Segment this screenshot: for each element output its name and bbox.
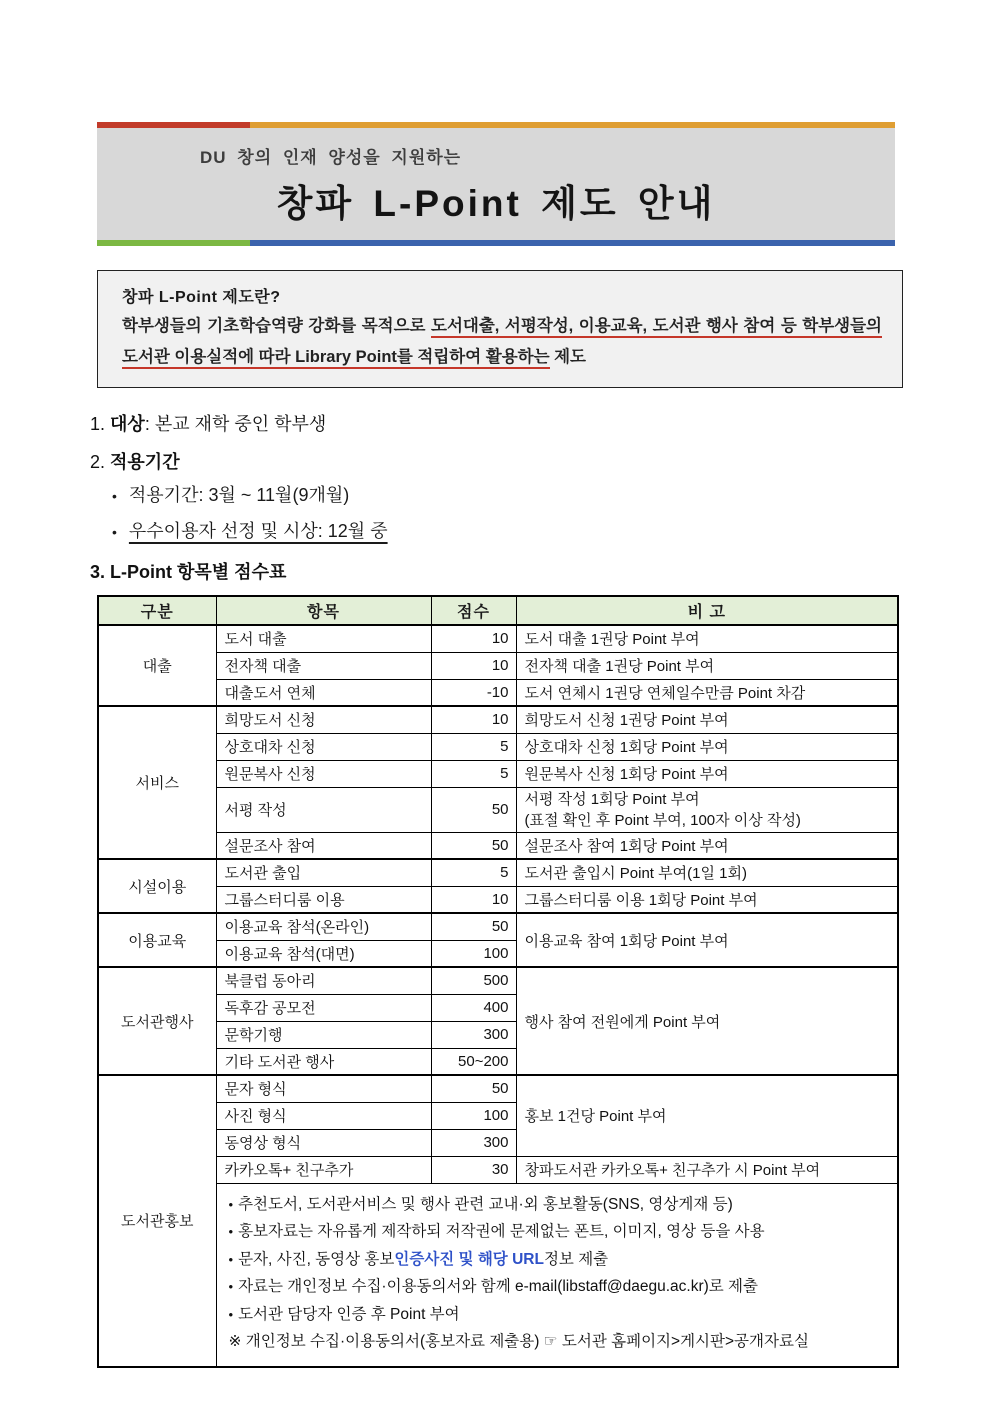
table-row-promo-notes [98, 1183, 898, 1367]
note-cell: 원문복사 신청 1회당 Point 부여 [516, 760, 898, 787]
item-cell: 문학기행 [216, 1021, 431, 1048]
item-cell: 희망도서 신청 [216, 706, 431, 733]
category-cell: 이용교육 [98, 913, 216, 967]
note-cell: 행사 참여 전원에게 Point 부여 [516, 967, 898, 1075]
category-cell: 서비스 [98, 706, 216, 859]
banner-body [97, 128, 895, 240]
note-cell: 도서 연체시 1권당 연체일수만큼 Point 차감 [516, 679, 898, 706]
col-header-note: 비 고 [516, 596, 898, 625]
points-cell: 100 [431, 1102, 516, 1129]
table-row [98, 760, 898, 787]
points-cell: 5 [431, 733, 516, 760]
points-cell: -10 [431, 679, 516, 706]
table-row [98, 913, 898, 940]
section-3-score-table-title [90, 558, 286, 584]
promo-note-prefix: • 문자, 사진, 동영상 홍보 [238, 1250, 395, 1268]
bullet-icon: • [112, 488, 117, 504]
item-cell: 전자책 대출 [216, 652, 431, 679]
page-title: 창파 L-Point 제도 안내 [276, 183, 716, 224]
points-cell: 400 [431, 994, 516, 1021]
points-cell: 50 [431, 787, 516, 832]
intro-body-underlined: 도서대출, 서평작성, 이용교육, 도서관 행사 참여 등 학부생들의 도서관 이용실적에 따라 Library Point를 적립하여 활용하는 [122, 317, 882, 369]
intro-box [97, 270, 903, 388]
banner-top-bar [97, 122, 895, 128]
item-cell: 동영상 형식 [216, 1129, 431, 1156]
note-cell: 설문조사 참여 1회당 Point 부여 [516, 832, 898, 859]
table-row [98, 859, 898, 886]
note-cell: 전자책 대출 1권당 Point 부여 [516, 652, 898, 679]
bullet-period-text: 적용기간: 3월 ~ 11월(9개월) [128, 485, 350, 505]
category-cell: 도서관행사 [98, 967, 216, 1075]
points-cell: 10 [431, 625, 516, 652]
table-row [98, 832, 898, 859]
points-cell: 10 [431, 706, 516, 733]
category-cell: 대출 [98, 625, 216, 706]
item-cell: 원문복사 신청 [216, 760, 431, 787]
section-2-period [90, 448, 180, 474]
col-header-points: 점수 [431, 596, 516, 625]
points-cell: 300 [431, 1021, 516, 1048]
section-1-title: 대상 [110, 414, 145, 434]
item-cell: 북클럽 동아리 [216, 967, 431, 994]
table-row [98, 625, 898, 652]
item-cell: 상호대차 신청 [216, 733, 431, 760]
points-cell: 50 [431, 1075, 516, 1102]
promo-note-line: • 홍보자료는 자유롭게 제작하되 저작권에 문제없는 폰트, 이미지, 영상 등을 사용 [229, 1218, 888, 1246]
table-row [98, 886, 898, 913]
item-cell: 대출도서 연체 [216, 679, 431, 706]
note-cell: 도서 대출 1권당 Point 부여 [516, 625, 898, 652]
points-cell: 30 [431, 1156, 516, 1183]
section-2-number: 2. [90, 452, 106, 472]
item-cell: 이용교육 참석(온라인) [216, 913, 431, 940]
table-row [98, 733, 898, 760]
item-cell: 서평 작성 [216, 787, 431, 832]
promo-note-line: • 추천도서, 도서관서비스 및 행사 관련 교내·외 홍보활동(SNS, 영상게재 등) [229, 1191, 888, 1219]
bullet-icon: • [112, 524, 117, 540]
item-cell: 이용교육 참석(대면) [216, 940, 431, 967]
category-cell: 시설이용 [98, 859, 216, 913]
table-header-row [98, 596, 898, 625]
item-cell: 도서 대출 [216, 625, 431, 652]
list-item [112, 514, 388, 550]
note-line-1: 서평 작성 1회당 Point 부여 [524, 790, 700, 808]
category-cell: 도서관홍보 [98, 1075, 216, 1367]
points-cell: 10 [431, 652, 516, 679]
note-cell: 그룹스터디룸 이용 1회당 Point 부여 [516, 886, 898, 913]
top-bar-red-segment [97, 122, 250, 128]
table-row [98, 967, 898, 994]
table-row [98, 787, 898, 832]
promo-note-footnote: ※ 개인정보 수집·이용동의서(홍보자료 제출용) ☞ 도서관 홈페이지>게시판>공개자료실 [228, 1333, 809, 1350]
table-row [98, 652, 898, 679]
points-cell: 50~200 [431, 1048, 516, 1075]
points-cell: 100 [431, 940, 516, 967]
intro-title: 창파 L-Point 제도란? [122, 289, 281, 306]
bottom-bar-green-segment [97, 240, 250, 246]
note-cell: 희망도서 신청 1권당 Point 부여 [516, 706, 898, 733]
intro-body [122, 311, 882, 373]
promo-note-line: • 자료는 개인정보 수집·이용동의서와 함께 e-mail(libstaff@daegu.ac.kr)로 제출 [229, 1273, 888, 1301]
table-row [98, 679, 898, 706]
section-3-title: L-Point 항목별 점수표 [110, 562, 287, 582]
banner-subtitle: DU 창의 인재 양성을 지원하는 [200, 148, 462, 167]
list-item [112, 478, 388, 514]
promo-note-line: • 도서관 담당자 인증 후 Point 부여 [229, 1301, 888, 1329]
note-cell: 도서관 출입시 Point 부여(1일 1회) [516, 859, 898, 886]
points-cell: 5 [431, 760, 516, 787]
item-cell: 기타 도서관 행사 [216, 1048, 431, 1075]
bottom-bar-blue-segment [250, 240, 895, 246]
section-2-title: 적용기간 [110, 452, 180, 472]
points-cell: 50 [431, 832, 516, 859]
points-cell: 50 [431, 913, 516, 940]
item-cell: 설문조사 참여 [216, 832, 431, 859]
item-cell: 카카오톡+ 친구추가 [216, 1156, 431, 1183]
note-line-2: (표절 확인 후 Point 부여, 100자 이상 작성) [524, 811, 801, 829]
section-2-bullets [112, 478, 388, 550]
table-row [98, 1075, 898, 1102]
section-1-number: 1. [90, 414, 106, 434]
promo-note-line [229, 1246, 888, 1274]
points-cell: 300 [431, 1129, 516, 1156]
promo-note-highlight: 인증사진 및 해당 URL [394, 1250, 544, 1268]
table-row [98, 706, 898, 733]
banner-bottom-bar [97, 240, 895, 246]
note-cell: 홍보 1건당 Point 부여 [516, 1075, 898, 1156]
section-3-number: 3. [90, 562, 106, 582]
promo-note-suffix: 정보 제출 [543, 1250, 609, 1268]
points-cell: 5 [431, 859, 516, 886]
col-header-item: 항목 [216, 596, 431, 625]
table-row [98, 1156, 898, 1183]
banner [97, 122, 895, 246]
bullet-award-text: 우수이용자 선정 및 시상: 12월 중 [128, 521, 388, 541]
note-cell: 창파도서관 카카오톡+ 친구추가 시 Point 부여 [516, 1156, 898, 1183]
points-cell: 10 [431, 886, 516, 913]
note-cell [516, 787, 898, 832]
lpoint-score-table [97, 595, 899, 1368]
item-cell: 독후감 공모전 [216, 994, 431, 1021]
intro-body-plain: 학부생들의 기초학습역량 강화를 목적으로 [122, 317, 432, 335]
item-cell: 그룹스터디룸 이용 [216, 886, 431, 913]
item-cell: 도서관 출입 [216, 859, 431, 886]
note-cell: 이용교육 참여 1회당 Point 부여 [516, 913, 898, 967]
promo-notes-cell [216, 1183, 898, 1367]
section-1-target [90, 410, 326, 436]
item-cell: 문자 형식 [216, 1075, 431, 1102]
section-1-text: : 본교 재학 중인 학부생 [144, 414, 327, 434]
item-cell: 사진 형식 [216, 1102, 431, 1129]
points-cell: 500 [431, 967, 516, 994]
note-cell: 상호대차 신청 1회당 Point 부여 [516, 733, 898, 760]
intro-body-tail: 제도 [549, 348, 586, 366]
col-header-category: 구분 [98, 596, 216, 625]
top-bar-orange-segment [250, 122, 895, 128]
